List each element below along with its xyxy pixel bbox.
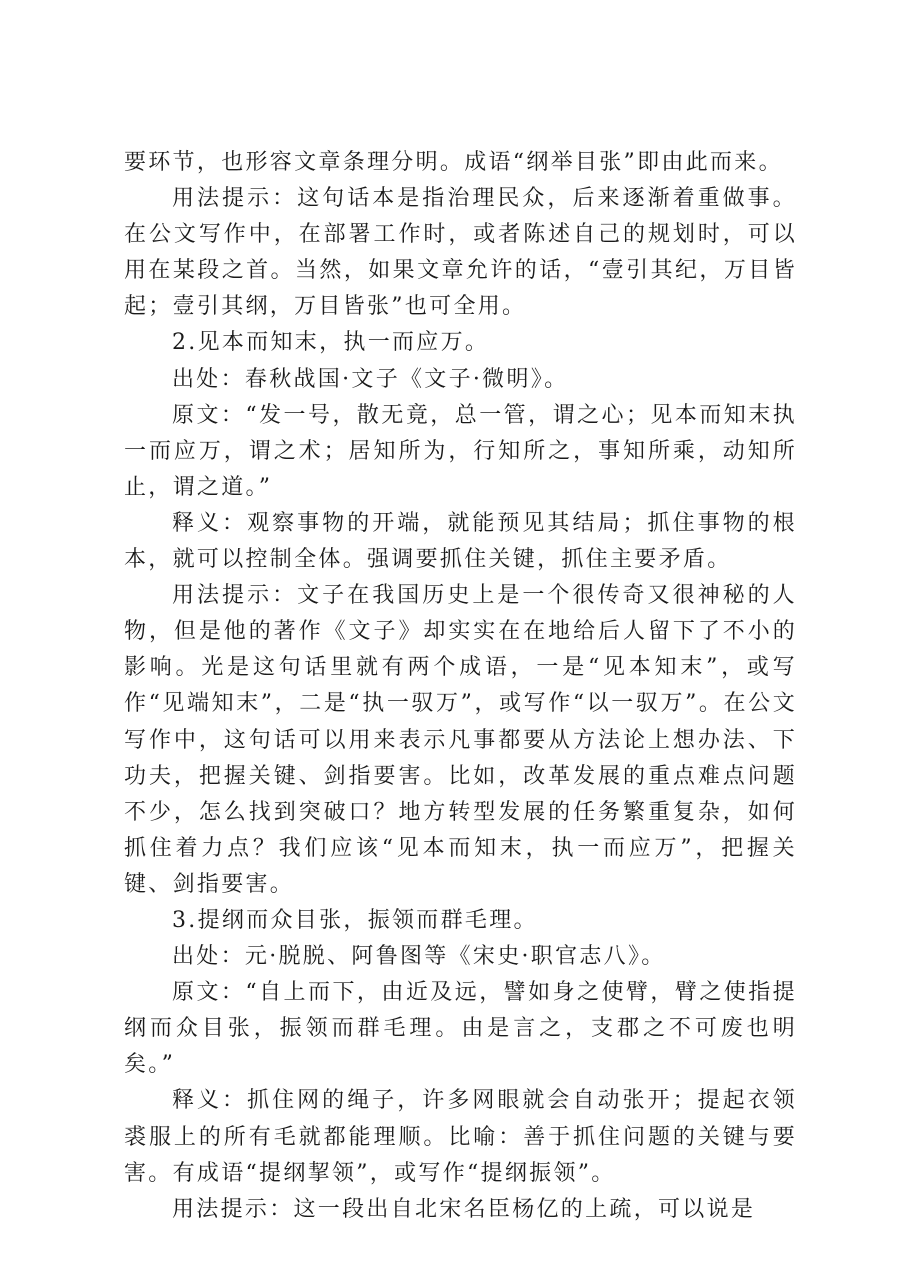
document-body (124, 145, 797, 1228)
paragraph-source-2: 出处：春秋战国·文子《文子·微明》。 (172, 366, 569, 392)
paragraph-continuation: 要环节，也形容文章条理分明。成语“纲举目张”即由此而来。 (124, 150, 783, 175)
paragraph-usage-tip-2: 用法提示：文子在我国历史上是一个很传奇又很神秘的人物，但是他的著作《文子》却实实在在地给后人留下了不小的影响。光是这句话里就有两个成语，一是“见本知末”，或写作“见端知末”，二是“执一驭万”，或写作“以一驭万”。在公文写作中，这句话可以用来表示凡事都要从方法论上想办法、下功夫，把握关键、剑指要害。比如，改革发展的重点难点问题不少，怎么找到突破口？地方转型发展的任务繁重复杂，如何抓住着力点？我们应该“见本而知末，执一而应万”，把握关键、剑指要害。 (124, 583, 797, 897)
paragraph-meaning-2: 释义：观察事物的开端，就能预见其结局；抓住事物的根本，就可以控制全体。强调要抓住关键，抓住主要矛盾。 (124, 510, 797, 573)
paragraph-original-3: 原文：“自上而下，由近及远，譬如身之使臂，臂之使指提纲而众目张，振领而群毛理。由是言之，支郡之不可废也明矣。” (124, 980, 797, 1078)
paragraph-source-3: 出处：元·脱脱、阿鲁图等《宋史·职官志八》。 (172, 944, 666, 970)
section-heading-2: 2.见本而知末，执一而应万。 (172, 330, 490, 356)
section-heading-3: 3.提纲而众目张，振领而群毛理。 (172, 907, 538, 933)
paragraph-original-2: 原文：“发一号，散无竟，总一管，谓之心；见本而知末执一而应万，谓之术；居知所为，行知所之，事知所乘，动知所止，谓之道。” (124, 402, 797, 500)
paragraph-meaning-3: 释义：抓住网的绳子，许多网眼就会自动张开；提起衣领裘服上的所有毛就都能理顺。比喻：善于抓住问题的关键与要害。有成语“提纲挈领”，或写作“提纲振领”。 (124, 1088, 797, 1186)
paragraph-usage-tip-3: 用法提示：这一段出自北宋名臣杨亿的上疏，可以说是 (172, 1196, 756, 1222)
paragraph-usage-tip-1: 用法提示：这句话本是指治理民众，后来逐渐着重做事。在公文写作中，在部署工作时，或者陈述自己的规划时，可以用在某段之首。当然，如果文章允许的话，“壹引其纪，万目皆起；壹引其纲，万目皆张”也可全用。 (124, 186, 797, 320)
